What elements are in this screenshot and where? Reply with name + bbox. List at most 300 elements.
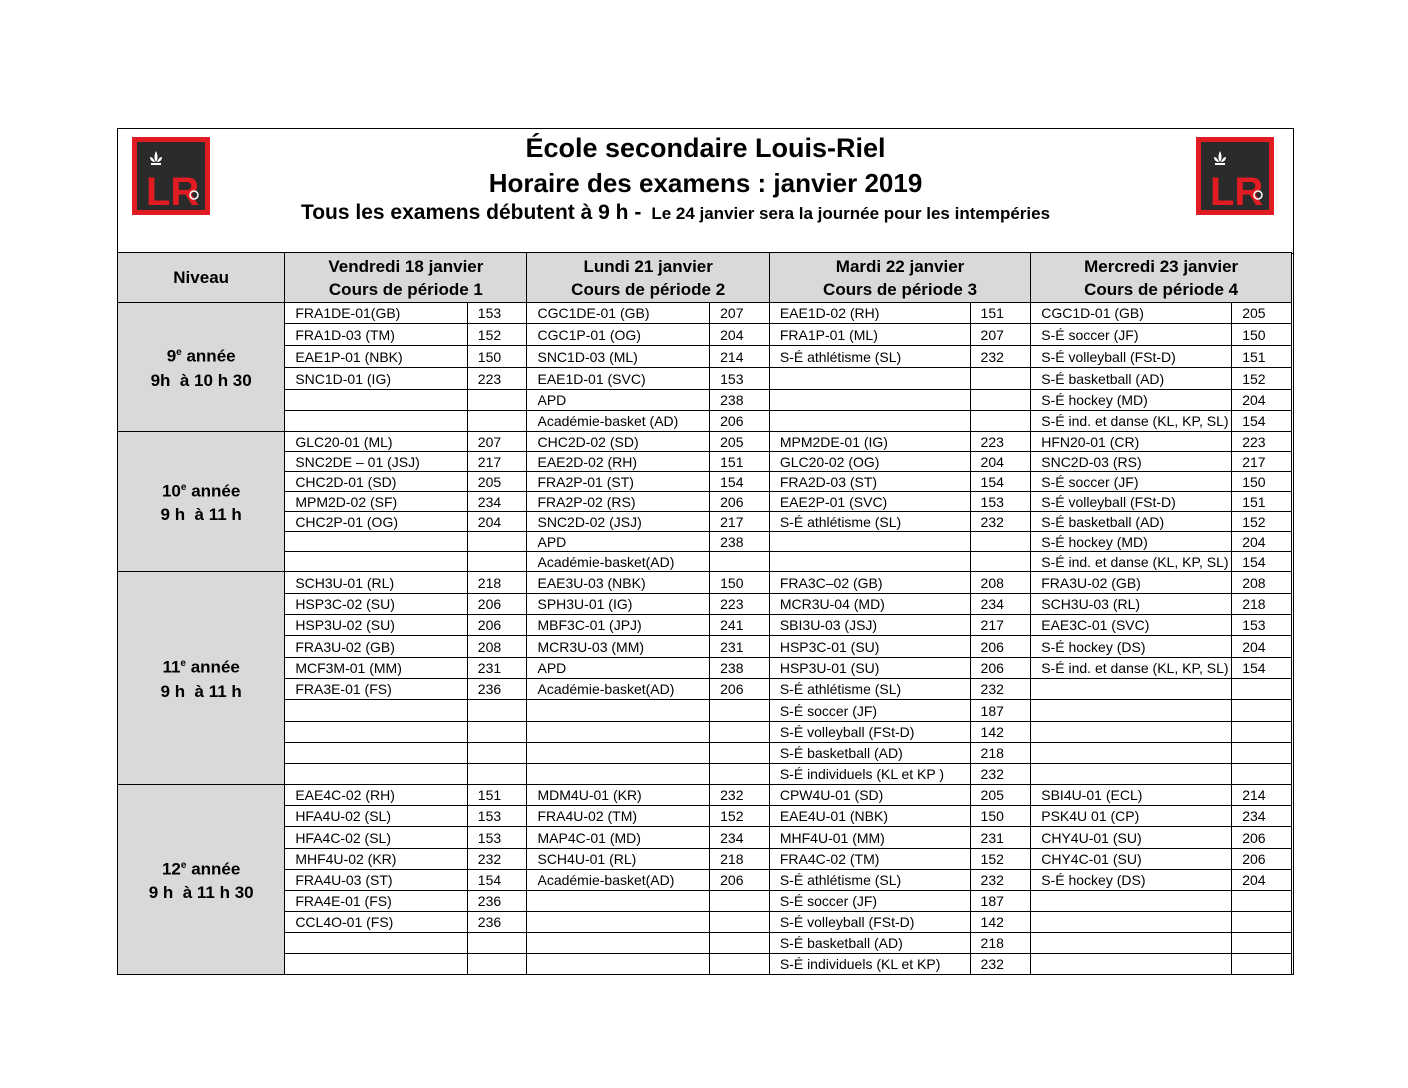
course-cell: S-É basketball (AD)	[769, 743, 970, 764]
room-cell: 217	[1232, 452, 1292, 472]
course-cell: CHY4U-01 (SU)	[1031, 827, 1232, 849]
room-cell: 223	[467, 368, 527, 390]
course-cell: EAE1P-01 (NBK)	[285, 346, 467, 368]
course-cell	[769, 390, 970, 411]
course-cell	[1031, 912, 1232, 933]
table-row	[118, 452, 1292, 472]
room-cell: 232	[710, 785, 770, 806]
course-cell	[285, 764, 467, 785]
room-cell: 231	[467, 658, 527, 679]
course-cell: EAE4U-01 (NBK)	[769, 806, 970, 827]
course-cell: S-É hockey (DS)	[1031, 636, 1232, 658]
course-cell: FRA3E-01 (FS)	[285, 679, 467, 700]
room-cell: 218	[970, 933, 1031, 954]
table-row	[118, 679, 1292, 700]
svg-text:LR: LR	[146, 170, 200, 214]
room-cell	[710, 912, 770, 933]
table-row	[118, 933, 1292, 954]
room-cell: 223	[710, 594, 770, 615]
room-cell: 204	[710, 324, 770, 346]
room-cell	[467, 411, 527, 432]
room-cell	[710, 764, 770, 785]
room-cell	[467, 764, 527, 785]
room-cell: 232	[467, 849, 527, 870]
room-cell: 231	[970, 827, 1031, 849]
course-cell: S-É hockey (MD)	[1031, 390, 1232, 411]
room-cell: 238	[710, 658, 770, 679]
room-cell: 236	[467, 891, 527, 912]
room-cell: 187	[970, 700, 1031, 722]
course-cell: FRA1DE-01(GB)	[285, 303, 467, 324]
room-cell: 207	[467, 432, 527, 452]
course-cell	[285, 390, 467, 411]
course-cell: FRA1D-03 (TM)	[285, 324, 467, 346]
course-cell: S-É athlétisme (SL)	[769, 512, 970, 532]
course-cell: SCH3U-03 (RL)	[1031, 594, 1232, 615]
course-cell: GLC20-01 (ML)	[285, 432, 467, 452]
course-cell: FRA3U-02 (GB)	[1031, 572, 1232, 594]
course-cell: SNC2D-02 (JSJ)	[527, 512, 710, 532]
course-cell	[527, 722, 710, 743]
table-row	[118, 346, 1292, 368]
course-cell: CHY4C-01 (SU)	[1031, 849, 1232, 870]
room-cell: 150	[467, 346, 527, 368]
course-cell	[1031, 722, 1232, 743]
course-cell: CHC2P-01 (OG)	[285, 512, 467, 532]
room-cell: 206	[467, 594, 527, 615]
course-cell: HFA4C-02 (SL)	[285, 827, 467, 849]
course-cell	[285, 722, 467, 743]
course-cell: CHC2D-01 (SD)	[285, 472, 467, 492]
room-cell: 152	[710, 806, 770, 827]
course-cell: MPM2D-02 (SF)	[285, 492, 467, 512]
course-cell: Académie-basket(AD)	[527, 552, 710, 572]
course-cell: APD	[527, 390, 710, 411]
room-cell: 204	[1232, 390, 1292, 411]
course-cell: S-É soccer (JF)	[769, 700, 970, 722]
room-cell	[467, 954, 527, 975]
course-cell: SBI3U-03 (JSJ)	[769, 615, 970, 636]
course-cell	[527, 891, 710, 912]
school-logo-right	[1196, 137, 1274, 215]
room-cell	[1232, 912, 1292, 933]
course-cell: MAP4C-01 (MD)	[527, 827, 710, 849]
course-cell: FRA4C-02 (TM)	[769, 849, 970, 870]
schedule-note	[88, 201, 1263, 225]
room-cell: 151	[467, 785, 527, 806]
room-cell: 206	[970, 636, 1031, 658]
room-cell: 206	[1232, 827, 1292, 849]
course-cell	[527, 700, 710, 722]
course-cell: S-É basketball (AD)	[1031, 512, 1232, 532]
course-cell: S-É athlétisme (SL)	[769, 870, 970, 891]
table-row	[118, 806, 1292, 827]
course-cell	[769, 368, 970, 390]
table-row	[118, 636, 1292, 658]
course-cell: EAE4C-02 (RH)	[285, 785, 467, 806]
room-cell	[970, 368, 1031, 390]
course-cell: S-É basketball (AD)	[769, 933, 970, 954]
course-cell: MCR3U-04 (MD)	[769, 594, 970, 615]
course-cell: EAE3U-03 (NBK)	[527, 572, 710, 594]
course-cell: CGC1D-01 (GB)	[1031, 303, 1232, 324]
table-row	[118, 827, 1292, 849]
course-cell: MCF3M-01 (MM)	[285, 658, 467, 679]
room-cell: 223	[970, 432, 1031, 452]
course-cell: EAE3C-01 (SVC)	[1031, 615, 1232, 636]
course-cell: Académie-basket (AD)	[527, 411, 710, 432]
room-cell: 234	[1232, 806, 1292, 827]
course-cell: S-É individuels (KL et KP )	[769, 764, 970, 785]
course-cell: HSP3C-02 (SU)	[285, 594, 467, 615]
room-cell	[710, 722, 770, 743]
room-cell	[467, 390, 527, 411]
room-cell: 232	[970, 954, 1031, 975]
course-cell: S-É soccer (JF)	[1031, 472, 1232, 492]
course-cell	[527, 764, 710, 785]
course-cell	[769, 532, 970, 552]
room-cell: 205	[970, 785, 1031, 806]
room-cell: 152	[970, 849, 1031, 870]
course-cell	[285, 552, 467, 572]
course-cell: SCH4U-01 (RL)	[527, 849, 710, 870]
header	[118, 129, 1293, 254]
course-cell	[285, 743, 467, 764]
course-cell: SCH3U-01 (RL)	[285, 572, 467, 594]
course-cell	[1031, 743, 1232, 764]
course-cell: CGC1DE-01 (GB)	[527, 303, 710, 324]
level-cell: 9e année 9h à 10 h 30	[118, 303, 285, 432]
course-cell: EAE2P-01 (SVC)	[769, 492, 970, 512]
room-cell: 238	[710, 390, 770, 411]
room-cell: 153	[467, 827, 527, 849]
room-cell: 206	[467, 615, 527, 636]
room-cell: 204	[1232, 870, 1292, 891]
course-cell: HFN20-01 (CR)	[1031, 432, 1232, 452]
room-cell: 153	[1232, 615, 1292, 636]
course-cell: HFA4U-02 (SL)	[285, 806, 467, 827]
level-header: Niveau	[118, 253, 285, 303]
course-cell: S-É volleyball (FSt-D)	[1031, 346, 1232, 368]
table-row	[118, 572, 1292, 594]
room-cell: 208	[970, 572, 1031, 594]
table-row	[118, 912, 1292, 933]
course-cell	[285, 532, 467, 552]
course-cell: FRA1P-01 (ML)	[769, 324, 970, 346]
room-cell: 231	[710, 636, 770, 658]
room-cell: 214	[710, 346, 770, 368]
room-cell: 234	[970, 594, 1031, 615]
room-cell: 218	[710, 849, 770, 870]
table-row	[118, 722, 1292, 743]
table-row	[118, 849, 1292, 870]
course-cell	[285, 411, 467, 432]
day-header: Mercredi 23 janvier Cours de période 4	[1031, 253, 1292, 303]
course-cell	[527, 954, 710, 975]
course-cell: APD	[527, 658, 710, 679]
day-header: Mardi 22 janvier Cours de période 3	[769, 253, 1030, 303]
room-cell: 218	[467, 572, 527, 594]
course-cell: HSP3U-01 (SU)	[769, 658, 970, 679]
room-cell: 142	[970, 722, 1031, 743]
course-cell: SNC2DE – 01 (JSJ)	[285, 452, 467, 472]
room-cell: 154	[970, 472, 1031, 492]
course-cell: S-É athlétisme (SL)	[769, 679, 970, 700]
course-cell	[769, 552, 970, 572]
table-row	[118, 390, 1292, 411]
room-cell	[1232, 722, 1292, 743]
course-cell: FRA4U-03 (ST)	[285, 870, 467, 891]
room-cell	[467, 532, 527, 552]
course-cell: FRA2P-01 (ST)	[527, 472, 710, 492]
course-cell	[1031, 954, 1232, 975]
room-cell	[1232, 743, 1292, 764]
day-header: Vendredi 18 janvier Cours de période 1	[285, 253, 527, 303]
room-cell: 154	[1232, 411, 1292, 432]
course-cell: EAE2D-02 (RH)	[527, 452, 710, 472]
room-cell: 204	[970, 452, 1031, 472]
table-row	[118, 512, 1292, 532]
room-cell: 207	[970, 324, 1031, 346]
room-cell	[710, 743, 770, 764]
table-row	[118, 891, 1292, 912]
table-row	[118, 594, 1292, 615]
room-cell	[1232, 891, 1292, 912]
table-row	[118, 472, 1292, 492]
room-cell: 154	[1232, 658, 1292, 679]
room-cell: 232	[970, 679, 1031, 700]
room-cell	[710, 700, 770, 722]
course-cell	[285, 954, 467, 975]
room-cell	[970, 390, 1031, 411]
room-cell: 238	[710, 532, 770, 552]
room-cell: 207	[710, 303, 770, 324]
room-cell	[1232, 933, 1292, 954]
room-cell: 152	[467, 324, 527, 346]
exam-schedule-sheet	[117, 128, 1294, 975]
room-cell: 151	[710, 452, 770, 472]
course-cell	[769, 411, 970, 432]
room-cell: 232	[970, 512, 1031, 532]
course-cell: MHF4U-01 (MM)	[769, 827, 970, 849]
course-cell: GLC20-02 (OG)	[769, 452, 970, 472]
course-cell	[285, 700, 467, 722]
room-cell: 206	[710, 870, 770, 891]
room-cell: 241	[710, 615, 770, 636]
room-cell	[467, 722, 527, 743]
course-cell	[1031, 891, 1232, 912]
course-cell: Académie-basket(AD)	[527, 679, 710, 700]
room-cell: 234	[467, 492, 527, 512]
table-row	[118, 532, 1292, 552]
course-cell: FRA3U-02 (GB)	[285, 636, 467, 658]
level-cell: 10e année 9 h à 11 h	[118, 432, 285, 572]
room-cell: 236	[467, 912, 527, 933]
course-cell: Académie-basket(AD)	[527, 870, 710, 891]
course-cell: FRA4U-02 (TM)	[527, 806, 710, 827]
table-row	[118, 954, 1292, 975]
course-cell: FRA4E-01 (FS)	[285, 891, 467, 912]
course-cell: SNC1D-01 (IG)	[285, 368, 467, 390]
room-cell: 150	[1232, 324, 1292, 346]
room-cell	[710, 954, 770, 975]
course-cell	[285, 933, 467, 954]
room-cell: 234	[710, 827, 770, 849]
room-cell: 205	[467, 472, 527, 492]
course-cell: SPH3U-01 (IG)	[527, 594, 710, 615]
course-cell: CHC2D-02 (SD)	[527, 432, 710, 452]
course-cell: HSP3C-01 (SU)	[769, 636, 970, 658]
level-cell: 11e année 9 h à 11 h	[118, 572, 285, 785]
room-cell	[467, 933, 527, 954]
course-cell: PSK4U 01 (CP)	[1031, 806, 1232, 827]
course-cell: EAE1D-01 (SVC)	[527, 368, 710, 390]
course-cell: S-É volleyball (FSt-D)	[769, 722, 970, 743]
room-cell	[970, 552, 1031, 572]
room-cell: 232	[970, 764, 1031, 785]
room-cell: 153	[467, 806, 527, 827]
course-cell: S-É volleyball (FSt-D)	[1031, 492, 1232, 512]
table-row	[118, 411, 1292, 432]
table-row	[118, 432, 1292, 452]
day-header: Lundi 21 janvier Cours de période 2	[527, 253, 769, 303]
room-cell: 150	[970, 806, 1031, 827]
room-cell: 206	[710, 679, 770, 700]
table-row	[118, 870, 1292, 891]
course-cell	[1031, 933, 1232, 954]
room-cell	[467, 743, 527, 764]
course-cell	[1031, 700, 1232, 722]
course-cell: APD	[527, 532, 710, 552]
course-cell: S-É volleyball (FSt-D)	[769, 912, 970, 933]
course-cell: EAE1D-02 (RH)	[769, 303, 970, 324]
room-cell: 206	[710, 492, 770, 512]
room-cell: 218	[1232, 594, 1292, 615]
course-cell: S-É ind. et danse (KL, KP, SL)	[1031, 658, 1232, 679]
course-cell: FRA2D-03 (ST)	[769, 472, 970, 492]
room-cell: 223	[1232, 432, 1292, 452]
course-cell: MPM2DE-01 (IG)	[769, 432, 970, 452]
course-cell	[527, 933, 710, 954]
room-cell: 153	[710, 368, 770, 390]
note-small: Le 24 janvier sera la journée pour les intempéries	[651, 204, 1051, 223]
course-cell: CCL4O-01 (FS)	[285, 912, 467, 933]
table-row	[118, 658, 1292, 679]
room-cell	[710, 891, 770, 912]
room-cell: 206	[970, 658, 1031, 679]
table-row	[118, 324, 1292, 346]
table-row	[118, 785, 1292, 806]
course-cell: SNC2D-03 (RS)	[1031, 452, 1232, 472]
room-cell: 217	[970, 615, 1031, 636]
level-cell: 12e année 9 h à 11 h 30	[118, 785, 285, 975]
room-cell: 208	[1232, 572, 1292, 594]
room-cell: 232	[970, 870, 1031, 891]
room-cell	[970, 411, 1031, 432]
course-cell: HSP3U-02 (SU)	[285, 615, 467, 636]
room-cell: 204	[467, 512, 527, 532]
room-cell	[1232, 764, 1292, 785]
room-cell: 204	[1232, 636, 1292, 658]
course-cell: S-É athlétisme (SL)	[769, 346, 970, 368]
table-row	[118, 615, 1292, 636]
table-row	[118, 743, 1292, 764]
room-cell: 205	[1232, 303, 1292, 324]
table-row	[118, 552, 1292, 572]
room-cell: 153	[970, 492, 1031, 512]
room-cell: 152	[1232, 368, 1292, 390]
schedule-table	[117, 252, 1292, 975]
table-row	[118, 700, 1292, 722]
course-cell: FRA3C–02 (GB)	[769, 572, 970, 594]
svg-text:LR: LR	[1210, 170, 1264, 214]
room-cell	[710, 933, 770, 954]
course-cell	[527, 912, 710, 933]
course-cell	[1031, 679, 1232, 700]
room-cell: 217	[467, 452, 527, 472]
course-cell: S-É soccer (JF)	[769, 891, 970, 912]
table-row	[118, 764, 1292, 785]
school-name: École secondaire Louis-Riel	[525, 133, 886, 163]
room-cell: 206	[1232, 849, 1292, 870]
room-cell: 151	[1232, 492, 1292, 512]
room-cell: 154	[467, 870, 527, 891]
course-cell: CGC1P-01 (OG)	[527, 324, 710, 346]
course-cell	[527, 743, 710, 764]
course-cell: MBF3C-01 (JPJ)	[527, 615, 710, 636]
schedule-title: Horaire des examens : janvier 2019	[488, 168, 923, 198]
room-cell	[1232, 700, 1292, 722]
room-cell: 232	[970, 346, 1031, 368]
room-cell: 150	[1232, 472, 1292, 492]
course-cell: S-É hockey (DS)	[1031, 870, 1232, 891]
table-row	[118, 368, 1292, 390]
room-cell: 236	[467, 679, 527, 700]
room-cell	[467, 552, 527, 572]
room-cell: 217	[710, 512, 770, 532]
room-cell: 154	[1232, 552, 1292, 572]
room-cell	[1232, 679, 1292, 700]
room-cell: 208	[467, 636, 527, 658]
course-cell: S-É hockey (MD)	[1031, 532, 1232, 552]
course-cell: SBI4U-01 (ECL)	[1031, 785, 1232, 806]
course-cell	[1031, 764, 1232, 785]
course-cell: FRA2P-02 (RS)	[527, 492, 710, 512]
table-header-row	[118, 253, 1292, 303]
course-cell: CPW4U-01 (SD)	[769, 785, 970, 806]
table-row	[118, 492, 1292, 512]
course-cell: S-É soccer (JF)	[1031, 324, 1232, 346]
fleur-de-lis-logo-icon	[1196, 137, 1274, 215]
room-cell: 142	[970, 912, 1031, 933]
course-cell: S-É basketball (AD)	[1031, 368, 1232, 390]
note-main: Tous les examens débutent à 9 h -	[300, 201, 642, 224]
course-cell: MDM4U-01 (KR)	[527, 785, 710, 806]
room-cell	[710, 552, 770, 572]
room-cell: 154	[710, 472, 770, 492]
room-cell: 151	[1232, 346, 1292, 368]
room-cell: 187	[970, 891, 1031, 912]
course-cell: MHF4U-02 (KR)	[285, 849, 467, 870]
course-cell: S-É ind. et danse (KL, KP, SL)	[1031, 552, 1232, 572]
course-cell: MCR3U-03 (MM)	[527, 636, 710, 658]
room-cell: 151	[970, 303, 1031, 324]
room-cell	[1232, 954, 1292, 975]
room-cell: 205	[710, 432, 770, 452]
room-cell: 218	[970, 743, 1031, 764]
course-cell: S-É individuels (KL et KP)	[769, 954, 970, 975]
room-cell	[970, 532, 1031, 552]
